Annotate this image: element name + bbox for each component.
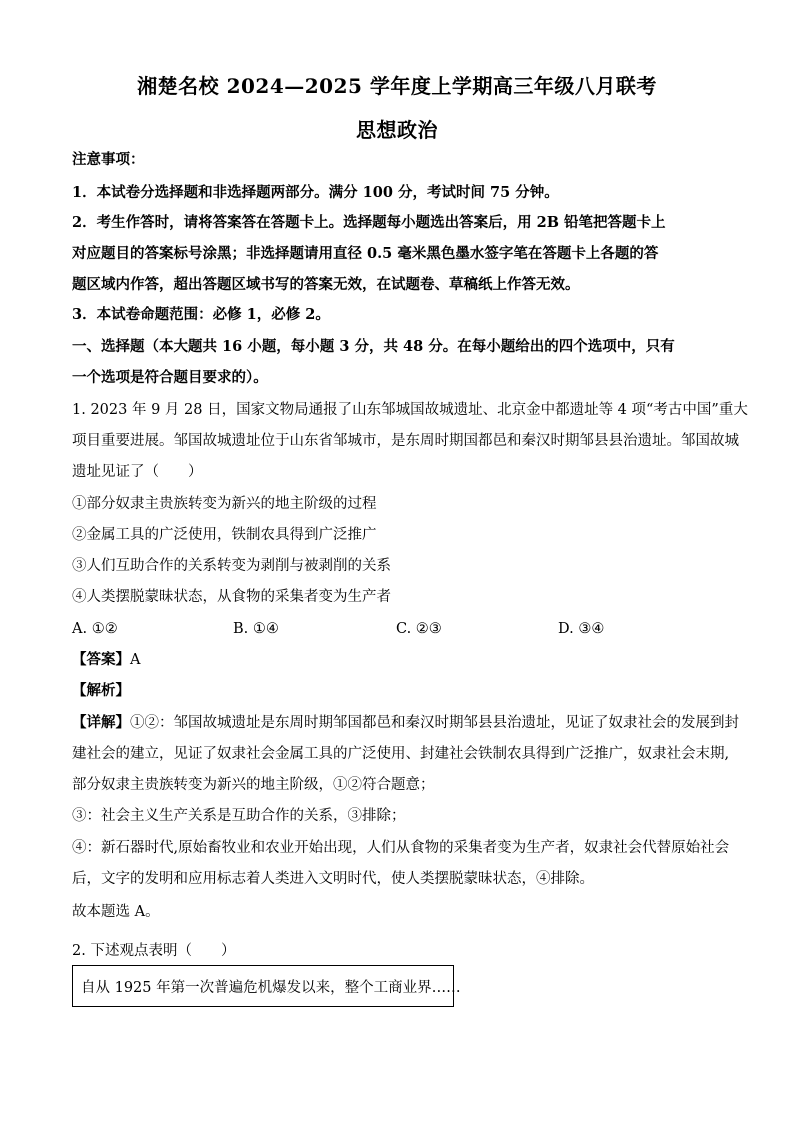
section-heading-line-1: 一、选择题（本大题共 16 小题，每小题 3 分，共 48 分。在每小题给出的四个选项中，只有: [72, 338, 675, 355]
q1-detail-line-6: 后，文字的发明和应用标志着人类进入文明时代，使人类摆脱蒙昧状态，④排除。: [72, 871, 594, 887]
notice-item-2-line-2: 对应题目的答案标号涂黑；非选择题请用直径 0.5 毫米黑色墨水签字笔在答题卡上各题的答: [72, 245, 659, 262]
detail-text-1: ①②：邹国故城遗址是东周时期邹国都邑和秦汉时期邹县县治遗址，见证了奴隶社会的发展到封: [130, 715, 739, 731]
q1-detail-line-2: 建社会的建立，见证了奴隶社会金属工具的广泛使用、封建社会铁制农具得到广泛推广，奴隶社会末期,: [72, 746, 730, 762]
q2-stem: 2. 下述观点表明（ ）: [72, 943, 236, 959]
notice-item-3: 3．本试卷命题范围：必修 1，必修 2。: [72, 306, 330, 323]
q1-option-d: D. ③④: [558, 621, 605, 637]
detail-tag: 【详解】: [72, 714, 130, 731]
q1-answer: [72, 650, 722, 670]
q1-stem-line-1: 1. 2023 年 9 月 28 日，国家文物局通报了山东邹城国故城遗址、北京金中都遗址等 4 项“考古中国”重大: [72, 402, 748, 418]
q1-option-a: A. ①②: [72, 621, 118, 637]
q1-analysis-tag: [72, 681, 722, 701]
q1-statement-2: ②金属工具的广泛使用，铁制农具得到广泛推广: [72, 527, 377, 543]
q1-detail-line-4: ③：社会主义生产关系是互助合作的关系，③排除；: [72, 808, 406, 824]
notice-item-1: 1．本试卷分选择题和非选择题两部分。满分 100 分，考试时间 75 分钟。: [72, 184, 559, 201]
exam-title: 湘楚名校 2024—2025 学年度上学期高三年级八月联考: [137, 74, 657, 98]
notice-heading: 注意事项：: [72, 151, 145, 168]
section-heading-line-2: 一个选项是符合题目要求的）。: [72, 369, 268, 386]
q1-stem-line-3: 遗址见证了（ ）: [72, 464, 203, 480]
q1-statement-3: ③人们互助合作的关系转变为剥削与被剥削的关系: [72, 558, 391, 574]
q1-stem-line-2: 项目重要进展。邹国故城遗址位于山东省邹城市，是东周时期国都邑和秦汉时期邹县县治遗址。邹国故城: [72, 433, 739, 449]
subject-title: 思想政治: [356, 118, 438, 142]
answer-tag: 【答案】: [72, 651, 130, 668]
q1-statement-1: ①部分奴隶主贵族转变为新兴的地主阶级的过程: [72, 496, 377, 512]
notice-item-2-line-3: 题区域内作答，超出答题区域书写的答案无效，在试题卷、草稿纸上作答无效。: [72, 276, 580, 293]
q1-option-c: C. ②③: [396, 621, 442, 637]
q1-statement-4: ④人类摆脱蒙昧状态，从食物的采集者变为生产者: [72, 589, 391, 605]
q1-option-b: B. ①④: [233, 621, 279, 637]
q1-conclusion: 故本题选 A。: [72, 904, 160, 920]
q1-detail-line-5: ④：新石器时代,原始畜牧业和农业开始出现，人们从食物的采集者变为生产者，奴隶社会代替原始社会: [72, 840, 730, 856]
analysis-tag: 【解析】: [72, 682, 130, 699]
q2-quote-text: 自从 1925 年第一次普遍危机爆发以来，整个工商业界……: [81, 980, 461, 996]
answer-value: A: [130, 652, 141, 668]
notice-item-2-line-1: 2．考生作答时，请将答案答在答题卡上。选择题每小题选出答案后，用 2B 铅笔把答题卡上: [72, 214, 666, 231]
q2-quote-box: [72, 965, 461, 1007]
q1-detail-line-3: 部分奴隶主贵族转变为新兴的地主阶级，①②符合题意；: [72, 777, 435, 793]
q1-detail-line-1: [72, 713, 739, 733]
